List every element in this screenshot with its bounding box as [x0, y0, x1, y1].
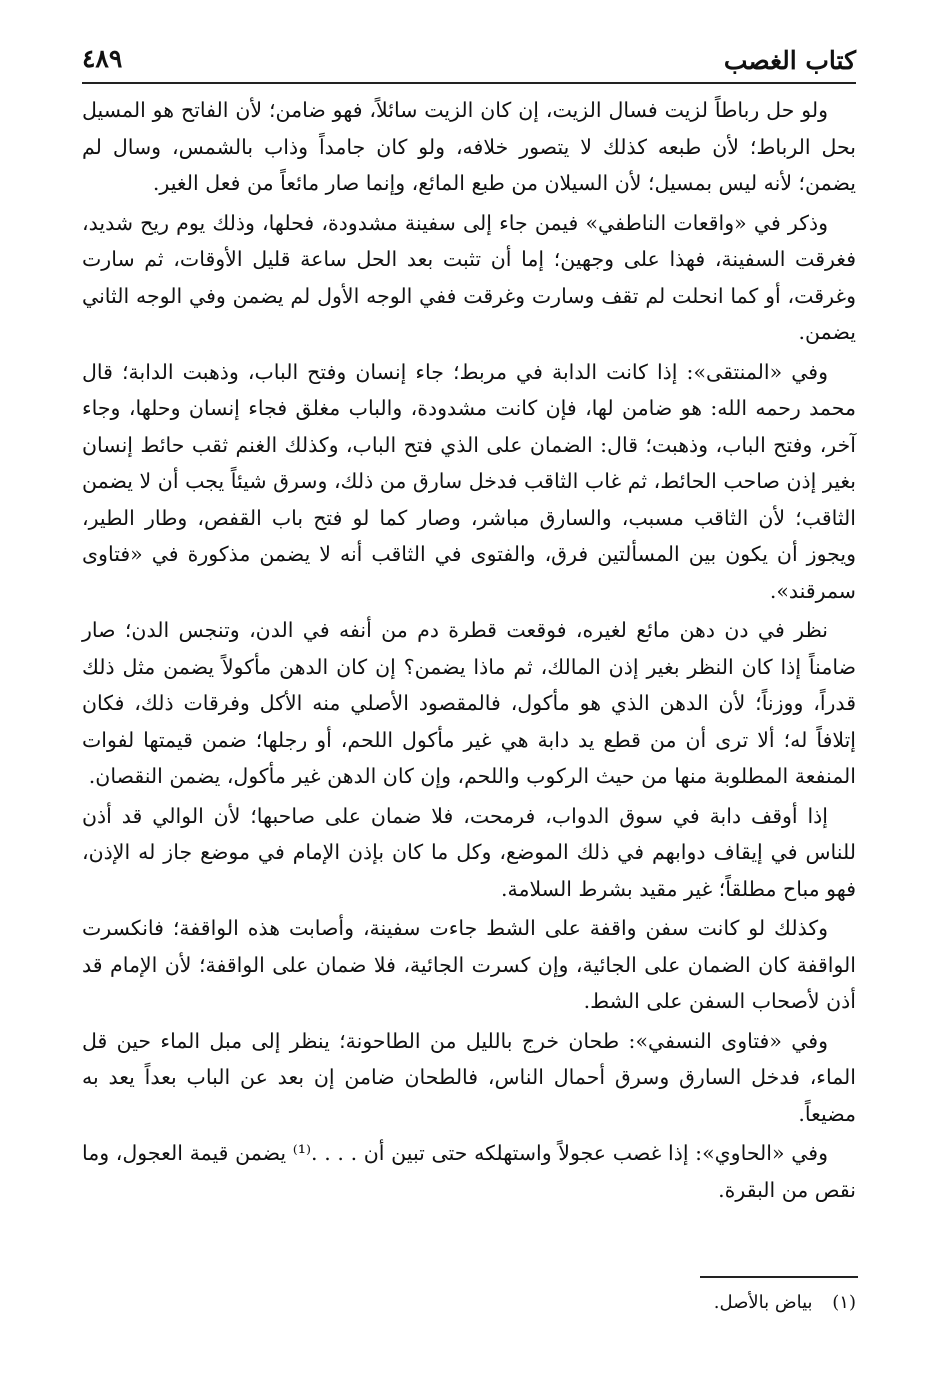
footnote-rule: [700, 1276, 858, 1278]
footnote: [714, 1292, 856, 1313]
paragraph: وفي «فتاوى النسفي»: طحان خرج بالليل من الطاحونة؛ ينظر إلى مبل الماء حين قل الماء، فدخل السارق وسرق أحمال الناس، فالطحان ضامن إن بعد عن الباب بعداً يعد به مضيعاً.: [82, 1028, 856, 1126]
header-rule: [82, 82, 856, 84]
paragraph: وفي «المنتقى»: إذا كانت الدابة في مربط؛ جاء إنسان وفتح الباب، وذهبت الدابة؛ قال محمد رحمه الله: هو ضامن لها، فإن كانت مشدودة، والباب مغلق فجاء إنسان وحلها، وجاء آخر، وفتح الباب، وذهبت؛ قال: الضمان على الذي فتح الباب، وكذلك الغنم ثقب حائط إنسان بغير إذن صاحب الحائط، ثم غاب الثاقب فدخل سارق من ذلك، وسرق شيئاً يجب أن لا يضمن الثاقب؛ لأن الثاقب مسبب، والسارق مباشر، وصار كما لو فتح باب القفص، وطار الطير، ويجوز أن يكون بين المسألتين فرق، والفتوى في الثاقب أنه لا يضمن مذكورة في «فتاوى سمرقند».: [82, 359, 856, 603]
chapter-title: كتاب الغصب: [723, 46, 856, 75]
paragraph: وكذلك لو كانت سفن واقفة على الشط جاءت سفينة، وأصابت هذه الواقفة؛ فانكسرت الواقفة كان الضمان على الجائية، وإن كسرت الجائية، فلا ضمان على الواقفة؛ لأن الإمام قد أذن لأصحاب السفن على الشط.: [82, 916, 856, 1013]
paragraph: نظر في دن دهن مائع لغيره، فوقعت قطرة دم من أنفه في الدن، وتنجس الدن؛ صار ضامناً إذا كان النظر بغير إذن المالك، ثم ماذا يضمن؟ إن كان الدهن مأكولاً يضمن مثل ذلك قدراً، ووزناً؛ لأن الدهن الذي هو مأكول، فالمقصود الأصلي منه الأكل وفرقات ذلك، فكان إتلافاً له؛ ألا ترى أن من قطع يد دابة هي غير مأكول اللحم، أو رجلها؛ ضمن قيمتها لفوات المنفعة المطلوبة منها من حيث الركوب واللحم، وإن كان الدهن غير مأكول، يضمن النقصان.: [82, 618, 856, 788]
paragraph: وفي «الحاوي»: إذا غصب عجولاً واستهلكه حتى تبين أن . . . .⁽¹⁾ يضمن قيمة العجول، وما نقص من البقرة.: [82, 1141, 856, 1202]
footnote-text: بياض بالأصل.: [713, 1292, 813, 1313]
footnote-marker: (١): [832, 1292, 856, 1313]
paragraph: وذكر في «واقعات الناطفي» فيمن جاء إلى سفينة مشدودة، فحلها، وذلك يوم ريح شديد، فغرقت السفينة، فهذا على وجهين؛ إما أن تثبت بعد الحل ساعة قليل الأوقات، ثم سارت وغرقت، أو كما انحلت لم تقف وسارت وغرقت ففي الوجه الأول لم يضمن وفي الوجه الثاني يضمن.: [82, 210, 856, 344]
paragraph: إذا أوقف دابة في سوق الدواب، فرمحت، فلا ضمان على صاحبها؛ لأن الوالي قد أذن للناس في إيقاف دوابهم في ذلك الموضع، وكل ما كان بإذن الإمام في موضع جاز له الإذن، فهو مباح مطلقاً؛ غير مقيد بشرط السلامة.: [82, 803, 856, 901]
page-header: [82, 38, 856, 88]
paragraph: ولو حل رباطاً لزيت فسال الزيت، إن كان الزيت سائلاً، فهو ضامن؛ لأن الفاتح هو المسيل بحل الرباط؛ لأن طبعه كذلك لا يتصور خلافه، ولو كان جامداً وذاب بالشمس، وسال لم يضمن؛ لأنه ليس بمسيل؛ لأن السيلان من طبع المائع، وإنما صار مائعاً من فعل الغير.: [82, 98, 856, 195]
page-number: ٤٨٩: [82, 44, 123, 73]
body-text: [82, 92, 856, 1211]
